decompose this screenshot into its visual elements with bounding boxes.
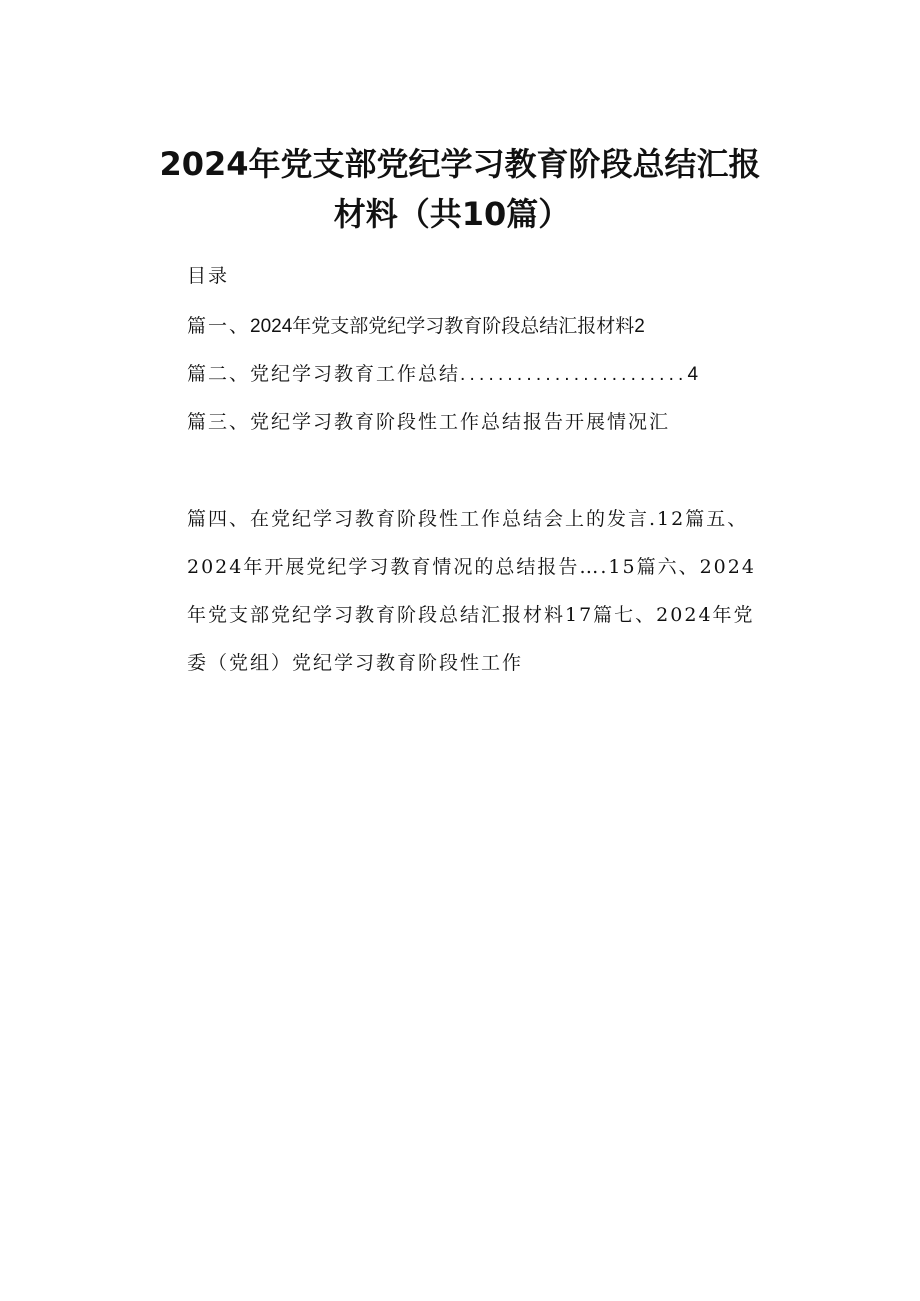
toc-entry-2-page: 4	[687, 364, 699, 385]
toc-entry-1-page: 2	[634, 316, 645, 337]
toc-entry-1[interactable]	[187, 311, 645, 338]
toc-entry-2-label: 篇二、	[187, 363, 251, 385]
document-title-line2: 材料（共10篇）	[333, 195, 571, 233]
toc-entry-1-text: 2024年党支部党纪学习教育阶段总结汇报材料	[250, 316, 635, 337]
toc-entry-2-text: 党纪学习教育工作总结	[250, 363, 461, 385]
toc-entry-2[interactable]	[187, 359, 698, 386]
toc-paragraph-line-3[interactable]: 年党支部党纪学习教育阶段总结汇报材料17篇七、2024年党	[187, 604, 755, 626]
toc-paragraph-line-4[interactable]: 委（党组）党纪学习教育阶段性工作	[187, 652, 524, 674]
toc-paragraph-line-1[interactable]: 篇四、在党纪学习教育阶段性工作总结会上的发言.12篇五、	[187, 508, 749, 530]
document-title-line1: 2024年党支部党纪学习教育阶段总结汇报	[159, 145, 761, 183]
toc-entry-2-leader: ........................	[460, 364, 688, 385]
toc-paragraph-line-2[interactable]: 2024年开展党纪学习教育情况的总结报告….15篇六、2024	[187, 556, 756, 578]
toc-entry-1-label: 篇一、	[187, 315, 251, 337]
toc-entry-3[interactable]: 篇三、党纪学习教育阶段性工作总结报告开展情况汇	[187, 411, 671, 433]
toc-heading: 目录	[187, 265, 230, 287]
